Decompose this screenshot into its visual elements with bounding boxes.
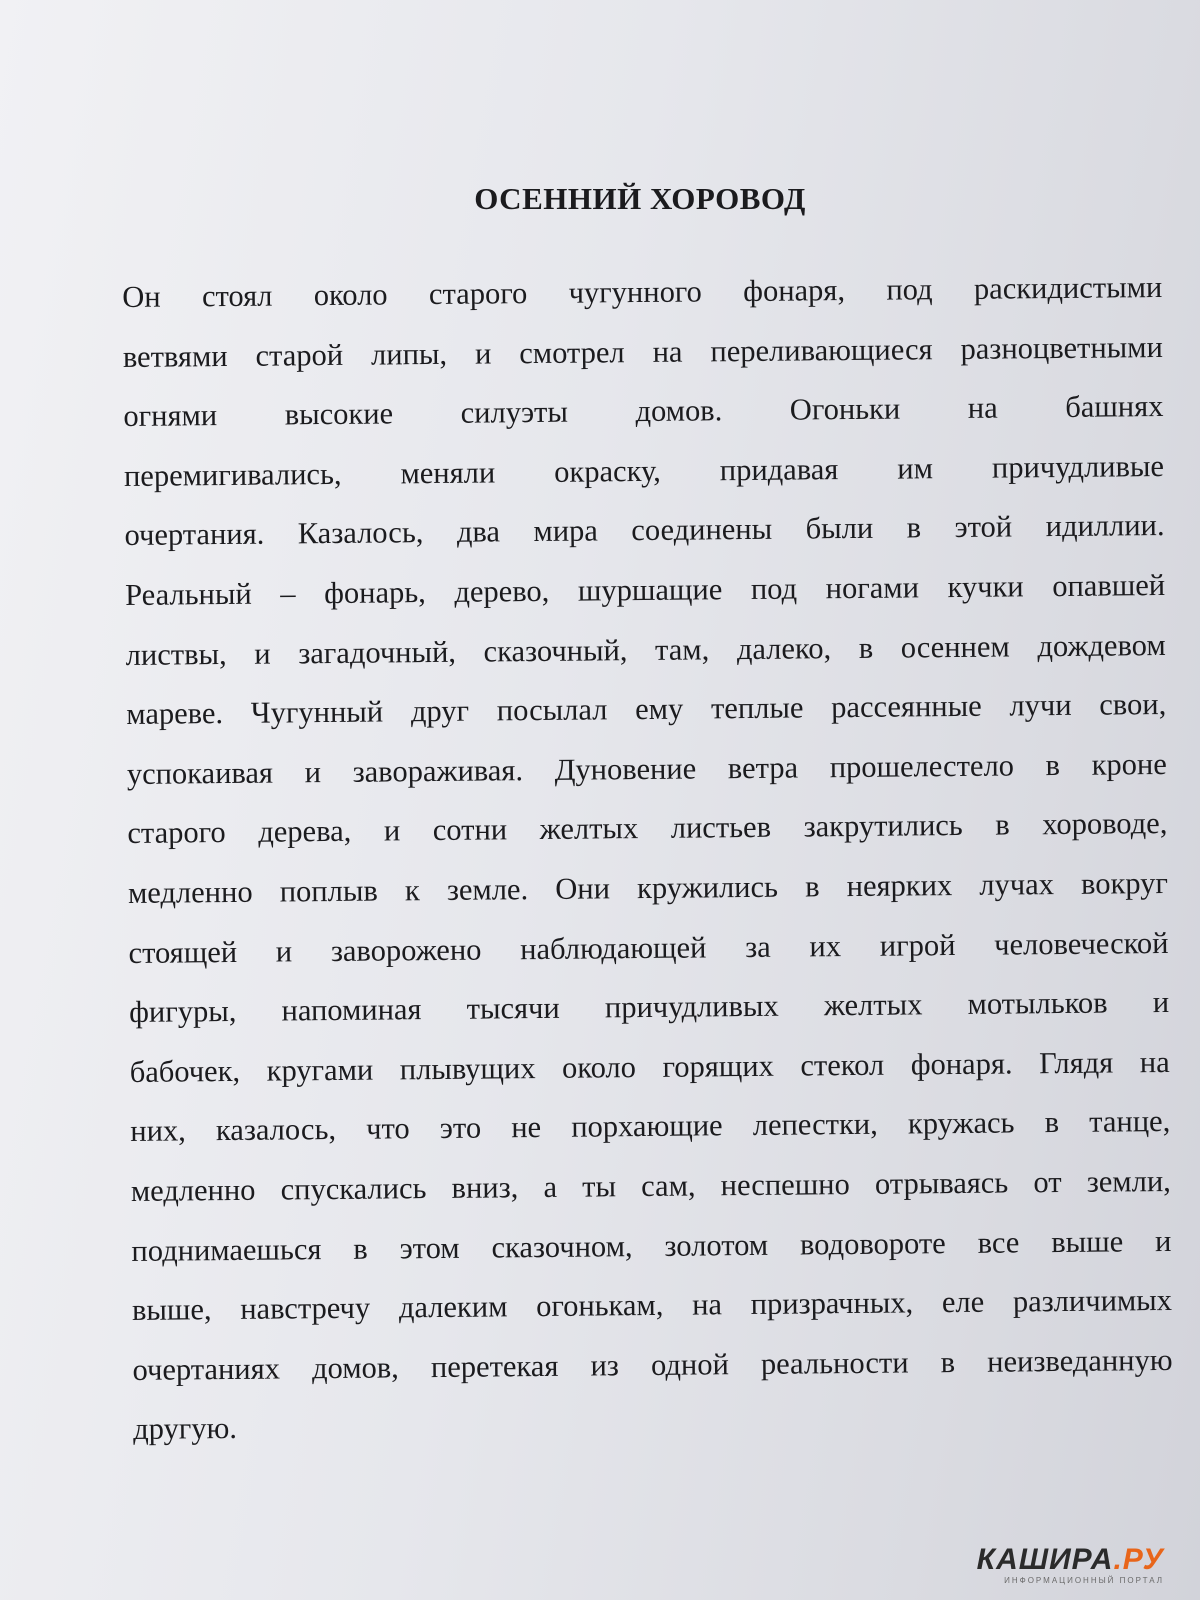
text-line: медленно спускались вниз, а ты сам, неспешно отрываясь от земли,: [130, 1163, 1171, 1208]
watermark-logo: [977, 1544, 1164, 1586]
text-line: очертаниях домов, перетекая из одной реальности в неизведанную: [132, 1342, 1173, 1387]
text-line: перемигивались, меняли окраску, придавая им причудливые: [123, 448, 1165, 493]
document-title: ОСЕННИЙ ХОРОВОД: [474, 180, 806, 216]
text-line: мареве. Чугунный друг посылал ему теплые рассеянные лучи свои,: [126, 687, 1167, 732]
text-line: другую.: [132, 1411, 238, 1447]
text-line: ветвями старой липы, и смотрел на переливающиеся разноцветными: [122, 329, 1163, 374]
watermark-tagline: ИНФОРМАЦИОННЫЙ ПОРТАЛ: [1004, 1576, 1164, 1585]
text-line: выше, навстречу далеким огонькам, на призрачных, еле различимых: [131, 1283, 1173, 1328]
text-line: них, казалось, что это не порхающие лепестки, кружась в танце,: [130, 1104, 1171, 1149]
text-line: бабочек, кругами плывущих около горящих стекол фонаря. Глядя на: [129, 1044, 1170, 1089]
text-line: медленно поплыв к земле. Они кружились в неярких лучах вокруг: [127, 865, 1169, 910]
watermark-name: [977, 1544, 1164, 1576]
text-line: стоящей и заворожено наблюдающей за их игрой человеческой: [128, 925, 1169, 970]
body-paragraph: [122, 258, 1173, 1460]
text-line: поднимаешься в этом сказочном, золотом водовороте все выше и: [131, 1223, 1172, 1268]
watermark-name-accent: .РУ: [1113, 1543, 1164, 1576]
text-line: старого дерева, и сотни желтых листьев закрутились в хороводе,: [127, 806, 1168, 851]
text-line: огнями высокие силуэты домов. Огоньки на башнях: [123, 389, 1164, 434]
text-line: фигуры, напоминая тысячи причудливых желтых мотыльков и: [128, 985, 1170, 1030]
text-line: успокаивая и завораживая. Дуновение ветра прошелестело в кроне: [126, 746, 1167, 791]
watermark-name-main: КАШИРА: [976, 1543, 1114, 1576]
text-line: очертания. Казалось, два мира соединены были в этой идиллии.: [124, 508, 1165, 553]
text-line: листвы, и загадочный, сказочный, там, далеко, в осеннем дождевом: [125, 627, 1166, 672]
text-line: Реальный – фонарь, дерево, шуршащие под ногами кучки опавшей: [124, 567, 1166, 612]
text-line: Он стоял около старого чугунного фонаря, под раскидистыми: [122, 270, 1163, 314]
